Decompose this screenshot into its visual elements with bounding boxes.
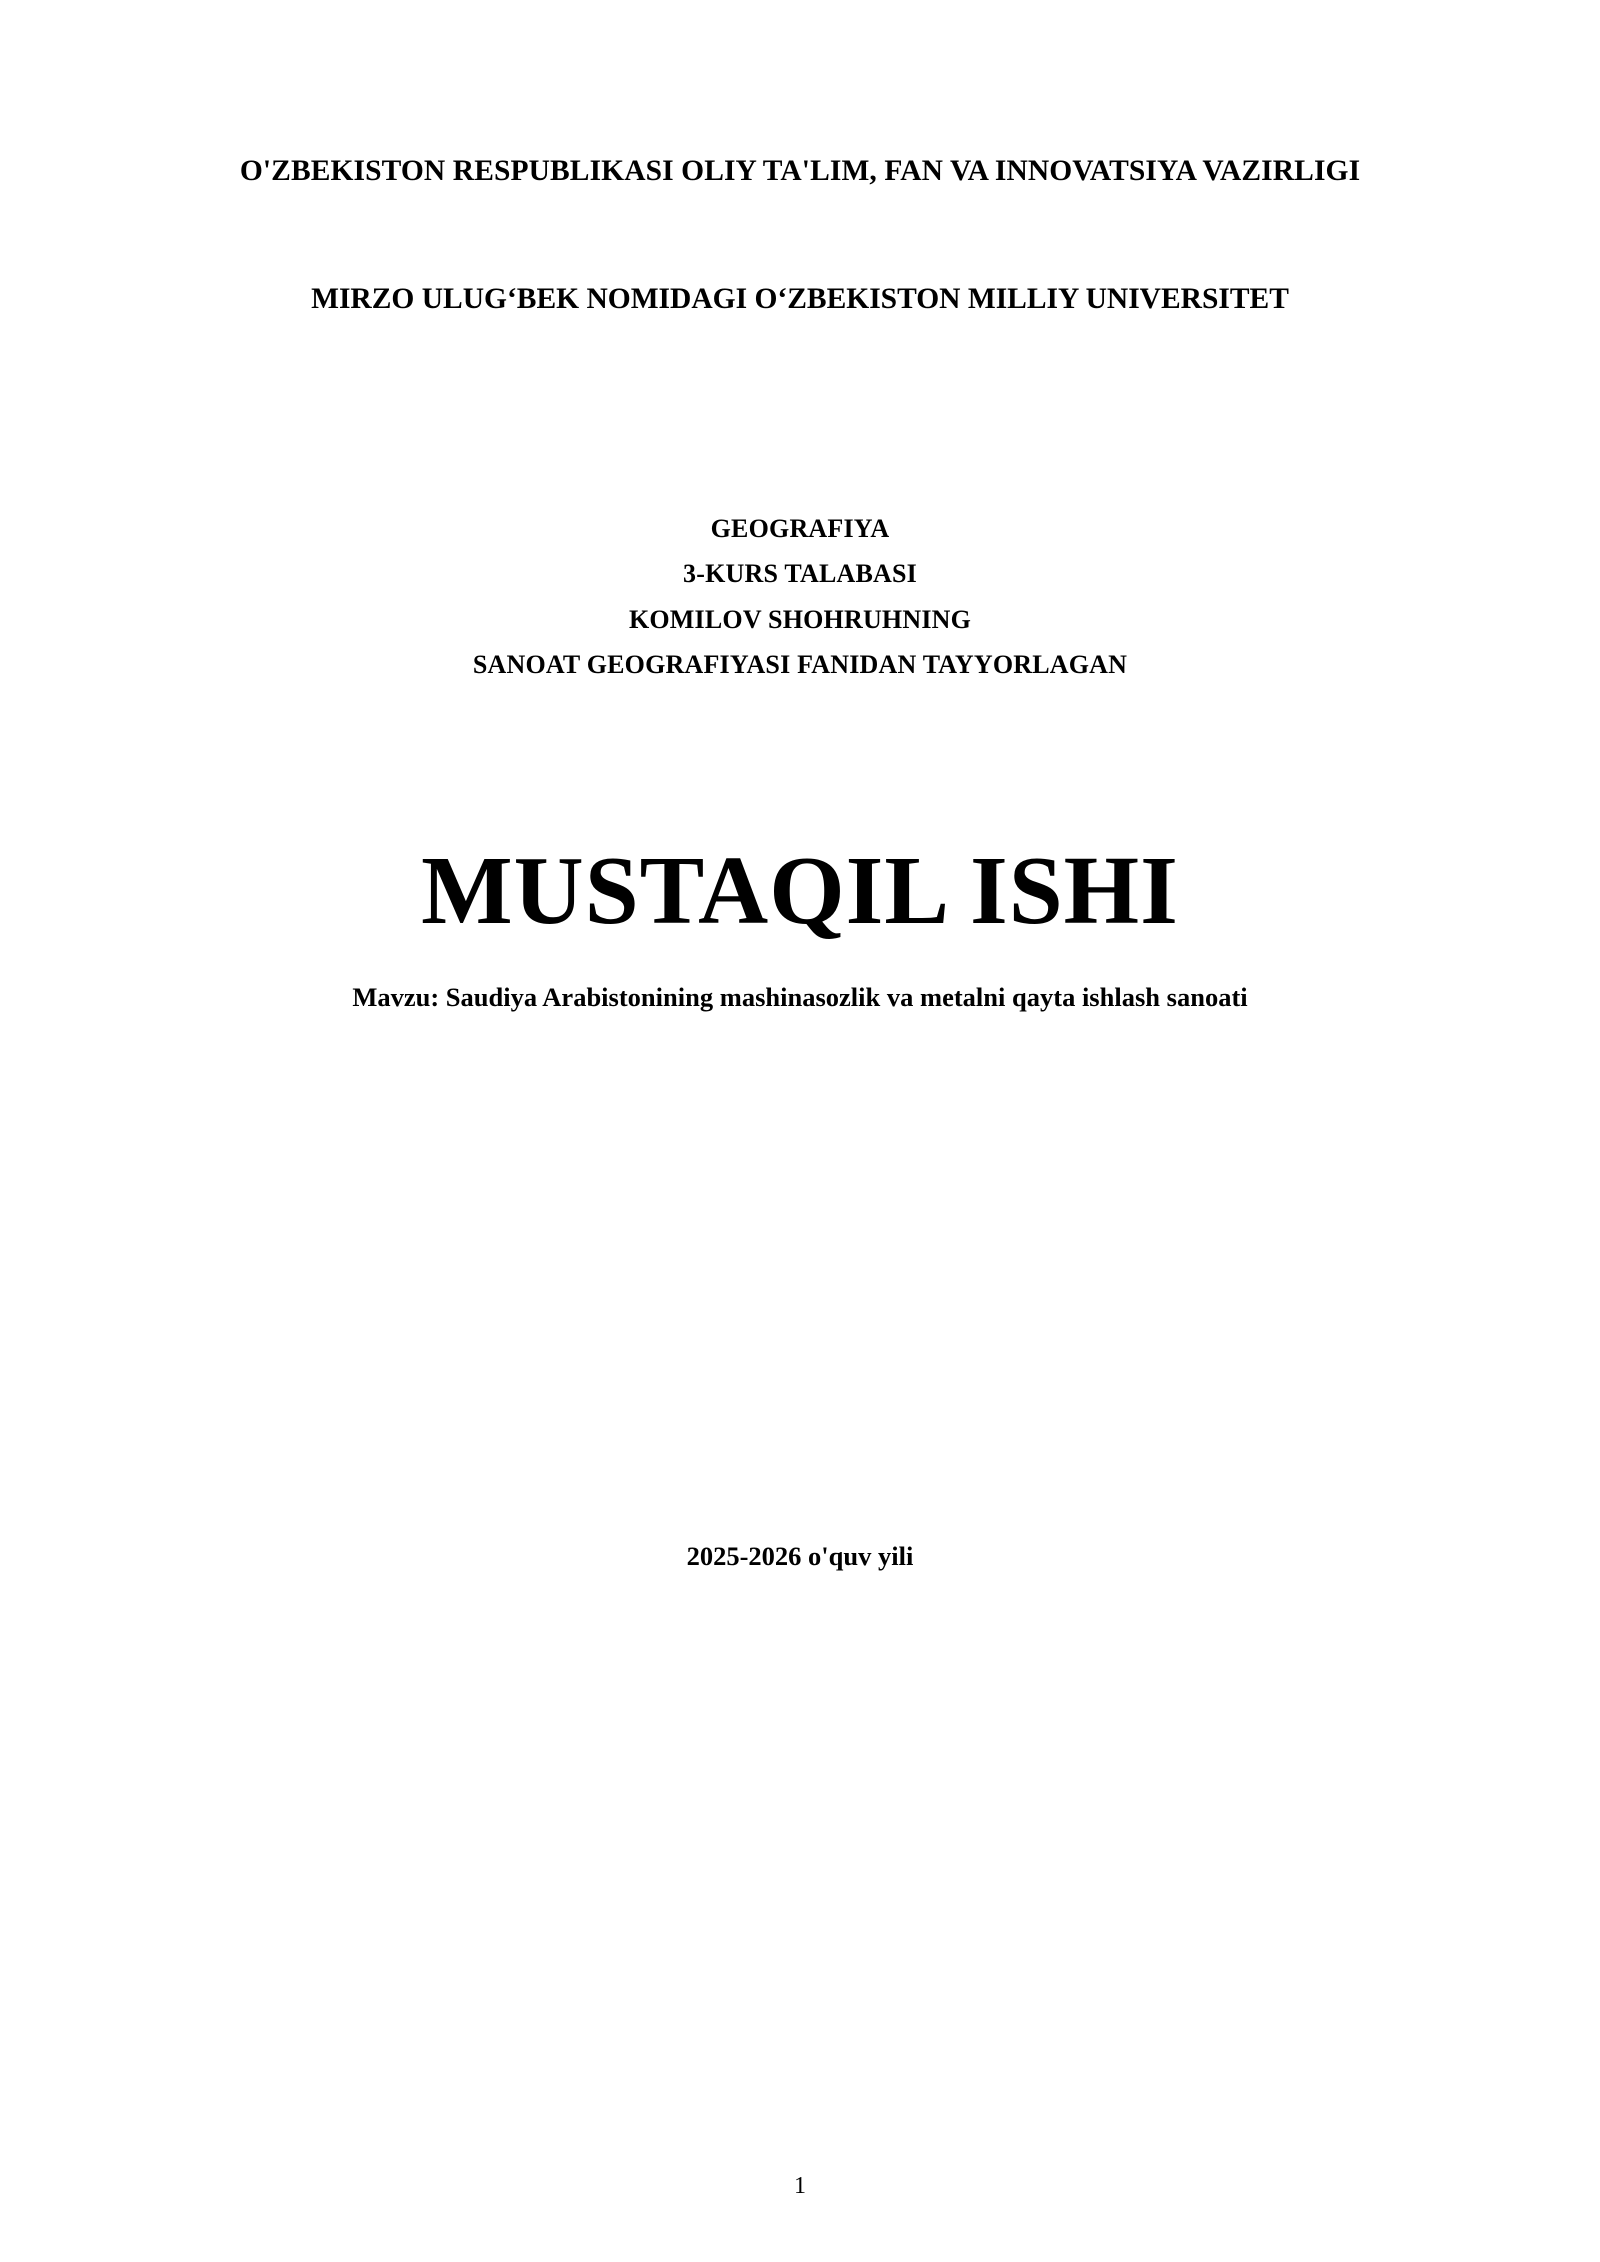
page-number: 1 [794, 2173, 806, 2199]
academic-year: 2025-2026 o'quv yili [686, 1540, 914, 1571]
student-info-block [225, 506, 1375, 688]
document-topic: Mavzu: Saudiya Arabistonining mashinasozlik va metalni qayta ishlash sanoati [352, 982, 1248, 1013]
student-faculty: GEOGRAFIYA [710, 513, 890, 543]
student-subject-line: SANOAT GEOGRAFIYASI FANIDAN TAYYORLAGAN [472, 650, 1128, 680]
ministry-heading: O'ZBEKISTON RESPUBLIKASI OLIY TA'LIM, FAN VA INNOVATSIYA VAZIRLIGI [239, 155, 1361, 187]
student-name: KOMILOV SHOHRUHNING [628, 604, 972, 634]
university-heading: MIRZO ULUG‘BEK NOMIDAGI O‘ZBEKISTON MILLIY UNIVERSITET [311, 282, 1289, 315]
document-title: MUSTAQIL ISHI [421, 836, 1179, 944]
student-course: 3-KURS TALABASI [683, 559, 917, 589]
